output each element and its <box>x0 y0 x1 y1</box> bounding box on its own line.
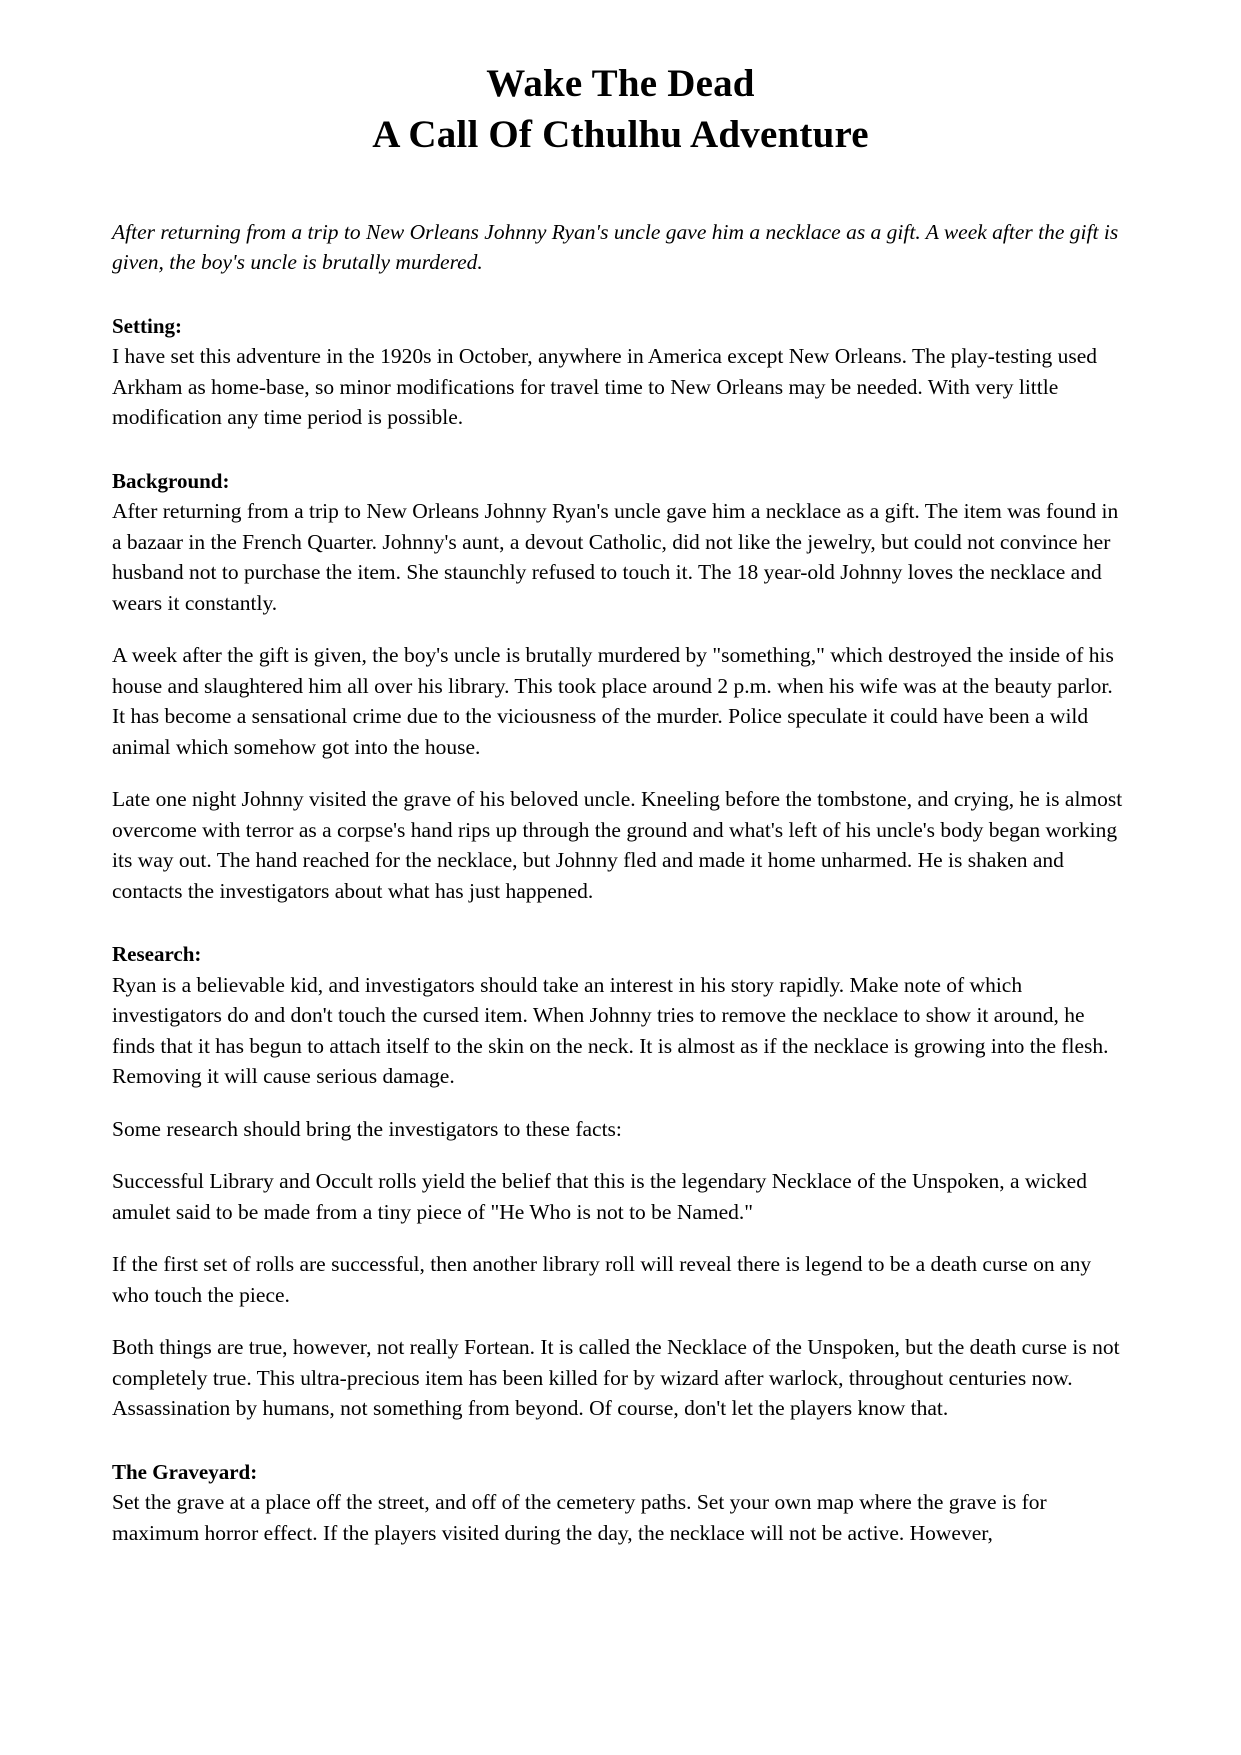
section-heading-research: Research: <box>112 942 202 967</box>
section-heading-background: Background: <box>112 468 230 493</box>
paragraph: Both things are true, however, not really Fortean. It is called the Necklace of the Unspoken, but the death curse is not completely true. This ultra-precious item has been killed for by wizard after warlock, throughout centuries now. Assassination by humans, not something from beyond. Of course, don't let the players know that. <box>112 1335 1120 1421</box>
section-body-background <box>112 496 1129 906</box>
paragraph: After returning from a trip to New Orleans Johnny Ryan's uncle gave him a necklace as a gift. The item was found in a bazaar in the French Quarter. Johnny's aunt, a devout Catholic, did not like the jewelry, but could not convince her husband not to purchase the item. She staunchly refused to touch it. The 18 year-old Johnny loves the necklace and wears it constantly. <box>112 499 1119 615</box>
section-setting <box>112 312 1129 433</box>
section-heading-setting: Setting: <box>112 313 182 338</box>
intro-paragraph: After returning from a trip to New Orleans Johnny Ryan's uncle gave him a necklace as a gift. A week after the gift is given, the boy's uncle is brutally murdered. <box>112 219 1119 275</box>
paragraph: Set the grave at a place off the street, and off of the cemetery paths. Set your own map where the grave is for maximum horror effect. If the players visited during the day, the necklace will not be active. However, <box>112 1490 1047 1545</box>
title-line-2: A Call Of Cthulhu Adventure <box>372 113 869 157</box>
paragraph: A week after the gift is given, the boy's uncle is brutally murdered by "something," which destroyed the inside of his house and slaughtered him all over his library. This took place around 2 p.m. when his wife was at the beauty parlor. It has become a sensational crime due to the viciousness of the murder. Police speculate it could have been a wild animal which somehow got into the house. <box>112 643 1114 759</box>
section-body-research <box>112 970 1129 1424</box>
paragraph: Some research should bring the investigators to these facts: <box>112 1116 622 1141</box>
paragraph: If the first set of rolls are successful, then another library roll will reveal there is legend to be a death curse on any who touch the piece. <box>112 1252 1092 1307</box>
section-body-graveyard <box>112 1487 1129 1548</box>
paragraph: Late one night Johnny visited the grave of his beloved uncle. Kneeling before the tombstone, and crying, he is almost overcome with terror as a corpse's hand rips up through the ground and what's left of his uncle's body began working its way out. The hand reached for the necklace, but Johnny fled and made it home unharmed. He is shaken and contacts the investigators about what has just happened. <box>112 787 1123 903</box>
section-research <box>112 940 1129 1424</box>
section-heading-graveyard: The Graveyard: <box>112 1459 258 1484</box>
section-graveyard <box>112 1458 1129 1548</box>
document-title <box>112 58 1129 161</box>
paragraph: Ryan is a believable kid, and investigators should take an interest in his story rapidly. Make note of which investigators do and don't touch the cursed item. When Johnny tries to remove the necklace to show it around, he finds that it has begun to attach itself to the skin on the neck. It is almost as if the necklace is growing into the flesh. Removing it will cause serious damage. <box>112 972 1109 1089</box>
title-line-1: Wake The Dead <box>486 62 755 105</box>
section-body-setting <box>112 341 1129 433</box>
paragraph: I have set this adventure in the 1920s in October, anywhere in America except New Orleans. The play-testing used Arkham as home-base, so minor modifications for travel time to New Orleans may be needed. With very little modification any time period is possible. <box>112 344 1098 430</box>
paragraph: Successful Library and Occult rolls yield the belief that this is the legendary Necklace of the Unspoken, a wicked amulet said to be made from a tiny piece of "He Who is not to be Named." <box>112 1169 1087 1224</box>
section-background <box>112 467 1129 907</box>
